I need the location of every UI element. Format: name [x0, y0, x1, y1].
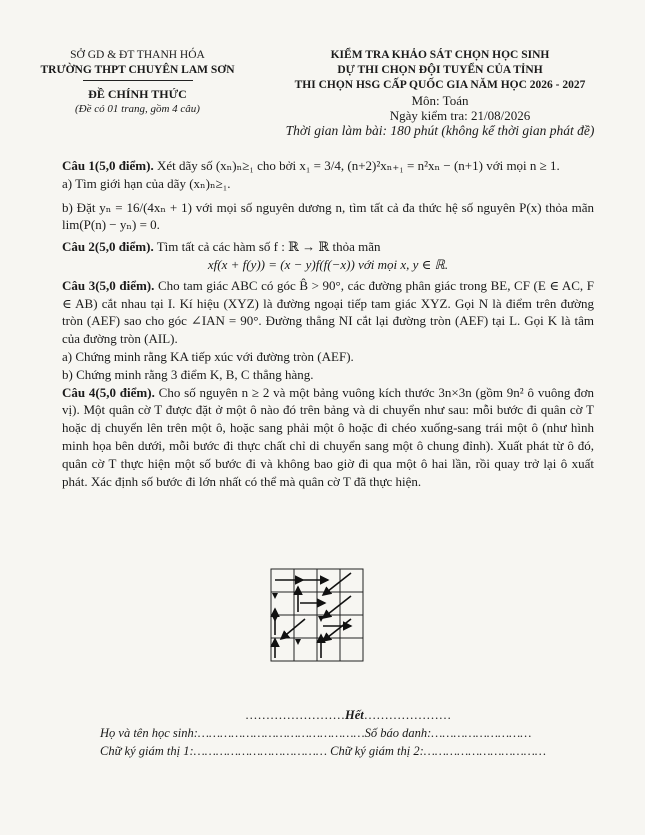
question-1b: b) Đặt yₙ = 16/(4xₙ + 1) với mọi số nguyên dương n, tìm tất cả đa thức hệ số nguyên P(x) thỏa mãn lim(P(n) − yₙ) = 0. [62, 199, 594, 233]
end-marker: ……………………Hết………………… [245, 708, 452, 722]
grid-diagram [263, 565, 373, 665]
candidate-number-label: Số báo danh: [364, 726, 432, 740]
exam-title-3: THI CHỌN HSG CẤP QUỐC GIA NĂM HỌC 2026 - 2027 [294, 79, 586, 91]
invigilator-1-label: Chữ ký giám thị 1: [100, 744, 194, 758]
exam-title-2: DỰ THI CHỌN ĐỘI TUYỂN CỦA TỈNH [337, 64, 543, 76]
department-name: SỞ GD & ĐT THANH HÓA [70, 49, 205, 61]
question-4-text: Cho số nguyên n ≥ 2 và một bảng vuông kích thước 3n×3n (gồm 9n² ô vuông đơn vị). Một quân cờ T được đặt ở một ô nào đó trên bảng và di chuyển như sau: mỗi bước đi quân cờ T hoặc dị chuyển lên trên một ô, hoặc sang phải một ô hoặc đi chéo xuống-sang trái một ô (như hình minh họa bên dưới, mỗi bước đi thực chất chỉ di chuyển sang một ô chung đỉnh). Xuất phát từ ô đó, quân cờ T thực hiện một số bước đi và không bao giờ đi qua một ô hai lần, rồi quay trở lại ô xuất phát. Xác định số bước đi lớn nhất có thể mà quân cờ T đã thực hiện. [62, 384, 594, 489]
grid-lines [271, 569, 363, 661]
question-3a: a) Chứng minh rằng KA tiếp xúc với đường tròn (AEF). [62, 348, 354, 364]
exam-body [62, 157, 594, 490]
question-1 [62, 157, 594, 175]
question-1a: a) Tìm giới hạn của dãy (xₙ)ₙ≥₁. [62, 175, 231, 191]
student-info-row: Họ và tên học sinh:………………………………………Số báo danh:……………………… [100, 726, 532, 740]
school-name: TRƯỜNG THPT CHUYÊN LAM SƠN [40, 64, 235, 76]
question-3-heading: Câu 3(5,0 điểm). [62, 277, 155, 293]
exam-title-1: KIỂM TRA KHẢO SÁT CHỌN HỌC SINH [330, 49, 550, 61]
question-2 [62, 238, 594, 256]
question-3-text: Cho tam giác ABC có góc B̂ > 90°, các đường phân giác trong BE, CF (E ∈ AC, F ∈ AB) cắt nhau tại I. Kí hiệu (XYZ) là đường ngoại tiếp tam giác XYZ. Gọi N là điểm trên đường tròn (AEF) sao cho góc ∠IAN = 90°. Đường thẳng NI cắt lại đường tròn (AEF) tại L. Gọi K là tâm của đường tròn (AIL). [62, 277, 594, 347]
official-label: ĐỀ CHÍNH THỨC [88, 87, 187, 101]
question-2-equation: xf(x + f(y)) = (x − y)f(f(−x)) với mọi x, y ∈ ℝ. [207, 256, 449, 272]
invigilator-2-label: Chữ ký giám thị 2: [330, 744, 424, 758]
move-illustration [263, 565, 373, 670]
question-1-text: Xét dãy số (xₙ)ₙ≥₁ cho bởi x₁ = 3/4, (n+2)²xₙ₊₁ = n²xₙ − (n+1) với mọi n ≥ 1. [153, 158, 560, 173]
exam-time: Thời gian làm bài: 180 phút (không kể thời gian phát đề) [285, 123, 595, 138]
exam-date: Ngày kiểm tra: 21/08/2026 [389, 108, 531, 123]
subject: Môn: Toán [411, 93, 469, 108]
header-divider [83, 80, 193, 81]
question-3 [62, 277, 594, 348]
question-2-text: Tìm tất cả các hàm số f : ℝ → ℝ thỏa mãn [153, 239, 381, 255]
student-name-label: Họ và tên học sinh: [100, 726, 198, 740]
question-1-heading: Câu 1(5,0 điểm). [62, 158, 154, 173]
end-label: Hết [345, 708, 364, 722]
question-2-heading: Câu 2(5,0 điểm). [62, 239, 154, 255]
header-left [30, 48, 245, 117]
question-4-heading: Câu 4(5,0 điểm). [62, 384, 155, 400]
question-4 [62, 384, 594, 491]
header-right [245, 48, 635, 138]
page-note: (Đề có 01 trang, gồm 4 câu) [75, 103, 200, 115]
question-3b: b) Chứng minh rằng 3 điểm K, B, C thẳng hàng. [62, 366, 314, 382]
signature-row: Chữ ký giám thị 1:……………………………… Chữ ký giám thị 2:…………………………… [100, 744, 547, 758]
